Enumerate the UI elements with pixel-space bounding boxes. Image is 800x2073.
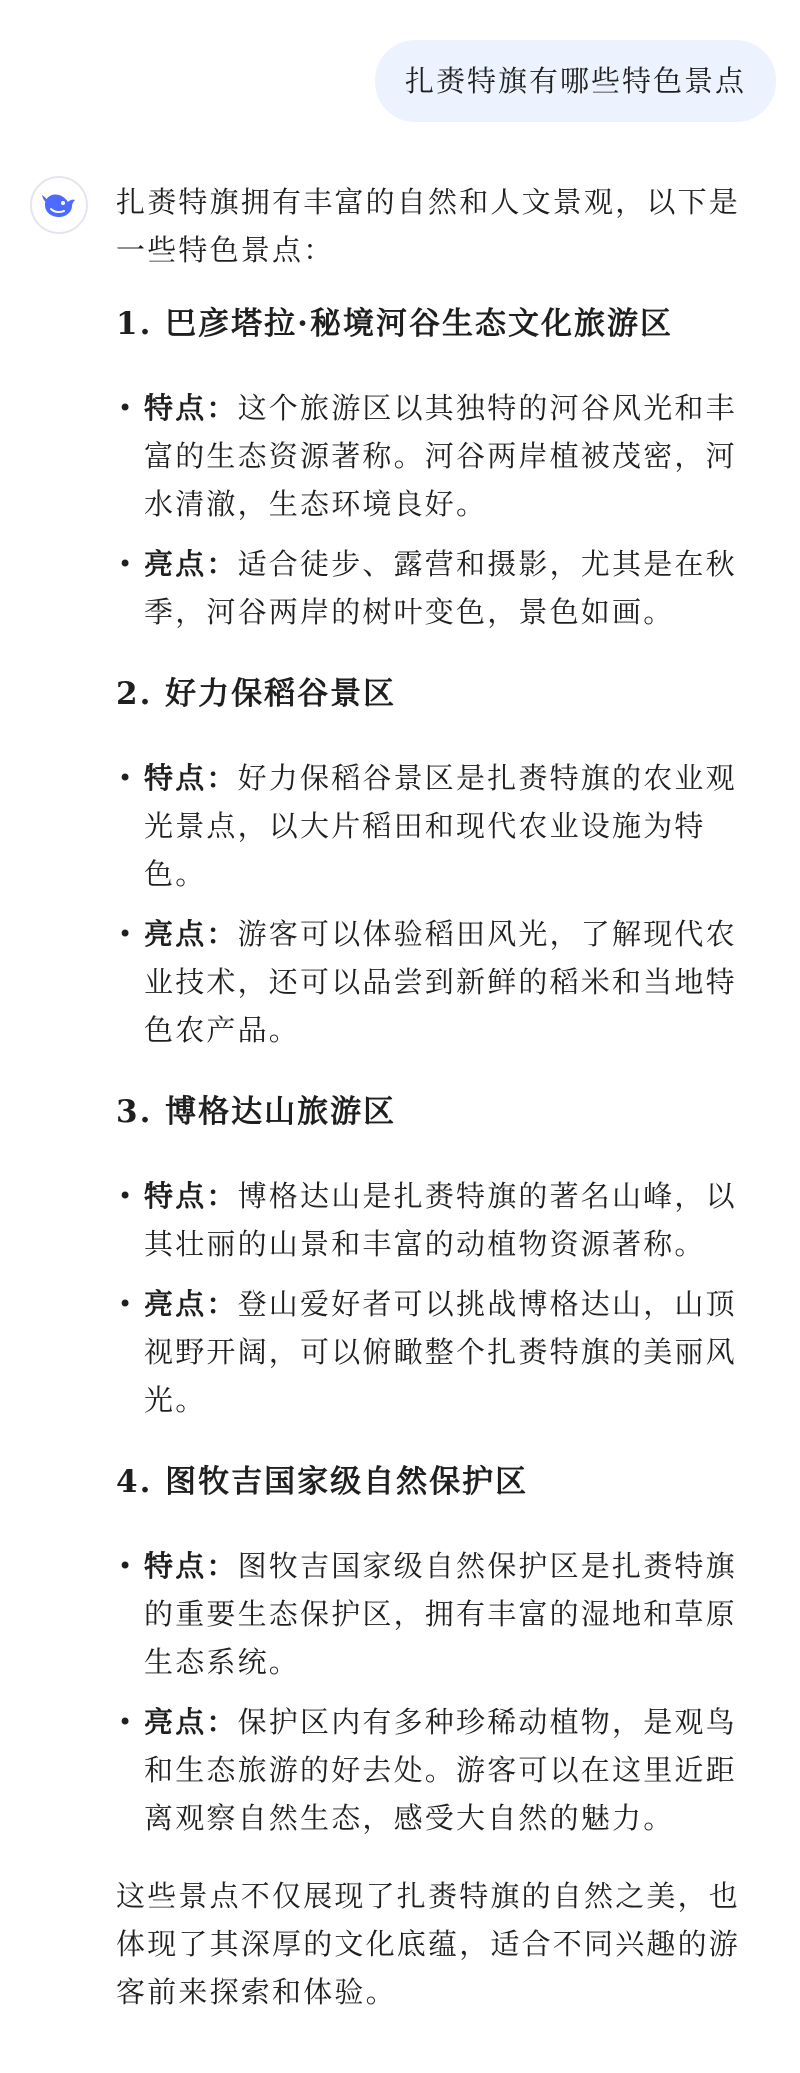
section-1-points: [116, 384, 766, 636]
point-text: 适合徒步、露营和摄影，尤其是在秋季，河谷两岸的树叶变色，景色如画。: [144, 547, 737, 629]
list-item: [116, 1542, 766, 1686]
point-label: 亮点：: [144, 1287, 238, 1321]
list-item: [116, 1698, 766, 1842]
bullet-icon: •: [118, 764, 135, 792]
list-item: [116, 540, 766, 636]
point-text: 这个旅游区以其独特的河谷风光和丰富的生态资源著称。河谷两岸植被茂密，河水清澈，生态环境良好。: [144, 391, 737, 521]
section-title-2: 2. 好力保稻谷景区: [116, 676, 397, 712]
section-title-1: 1. 巴彦塔拉·秘境河谷生态文化旅游区: [116, 306, 673, 342]
assistant-answer: [116, 178, 766, 2016]
point-text: 图牧吉国家级自然保护区是扎赉特旗的重要生态保护区，拥有丰富的湿地和草原生态系统。: [144, 1549, 737, 1679]
point-label: 亮点：: [144, 1705, 238, 1739]
deepseek-whale-icon: [39, 185, 79, 225]
section-title-4: 4. 图牧吉国家级自然保护区: [116, 1464, 529, 1500]
bullet-icon: •: [118, 394, 135, 422]
point-text: 保护区内有多种珍稀动植物，是观鸟和生态旅游的好去处。游客可以在这里近距离观察自然生态，感受大自然的魅力。: [144, 1705, 737, 1835]
point-label: 特点：: [144, 761, 238, 795]
list-item: [116, 1172, 766, 1268]
bullet-icon: •: [118, 920, 135, 948]
section-title-3: 3. 博格达山旅游区: [116, 1094, 397, 1130]
list-item: [116, 754, 766, 898]
point-text: 游客可以体验稻田风光，了解现代农业技术，还可以品尝到新鲜的稻米和当地特色农产品。: [144, 917, 737, 1047]
list-item: [116, 384, 766, 528]
user-message-row: [375, 40, 776, 122]
answer-intro: 扎赉特旗拥有丰富的自然和人文景观，以下是一些特色景点：: [116, 185, 741, 267]
list-item: [116, 1280, 766, 1424]
point-label: 特点：: [144, 1179, 238, 1213]
section-4-points: [116, 1542, 766, 1842]
bullet-icon: •: [118, 550, 135, 578]
point-text: 登山爱好者可以挑战博格达山，山顶视野开阔，可以俯瞰整个扎赉特旗的美丽风光。: [144, 1287, 737, 1417]
bullet-icon: •: [118, 1552, 135, 1580]
bullet-icon: •: [118, 1708, 135, 1736]
point-label: 亮点：: [144, 917, 238, 951]
bullet-icon: •: [118, 1182, 135, 1210]
bullet-icon: •: [118, 1290, 135, 1318]
point-label: 特点：: [144, 1549, 238, 1583]
point-text: 博格达山是扎赉特旗的著名山峰，以其壮丽的山景和丰富的动植物资源著称。: [144, 1179, 737, 1261]
point-text: 好力保稻谷景区是扎赉特旗的农业观光景点，以大片稻田和现代农业设施为特色。: [144, 761, 737, 891]
assistant-avatar: [30, 176, 88, 234]
list-item: [116, 910, 766, 1054]
answer-closing: 这些景点不仅展现了扎赉特旗的自然之美，也体现了其深厚的文化底蕴，适合不同兴趣的游客前来探索和体验。: [116, 1879, 741, 2009]
point-label: 亮点：: [144, 547, 238, 581]
section-2-points: [116, 754, 766, 1054]
user-message-bubble[interactable]: 扎赉特旗有哪些特色景点: [375, 40, 776, 122]
section-3-points: [116, 1172, 766, 1424]
point-label: 特点：: [144, 391, 238, 425]
